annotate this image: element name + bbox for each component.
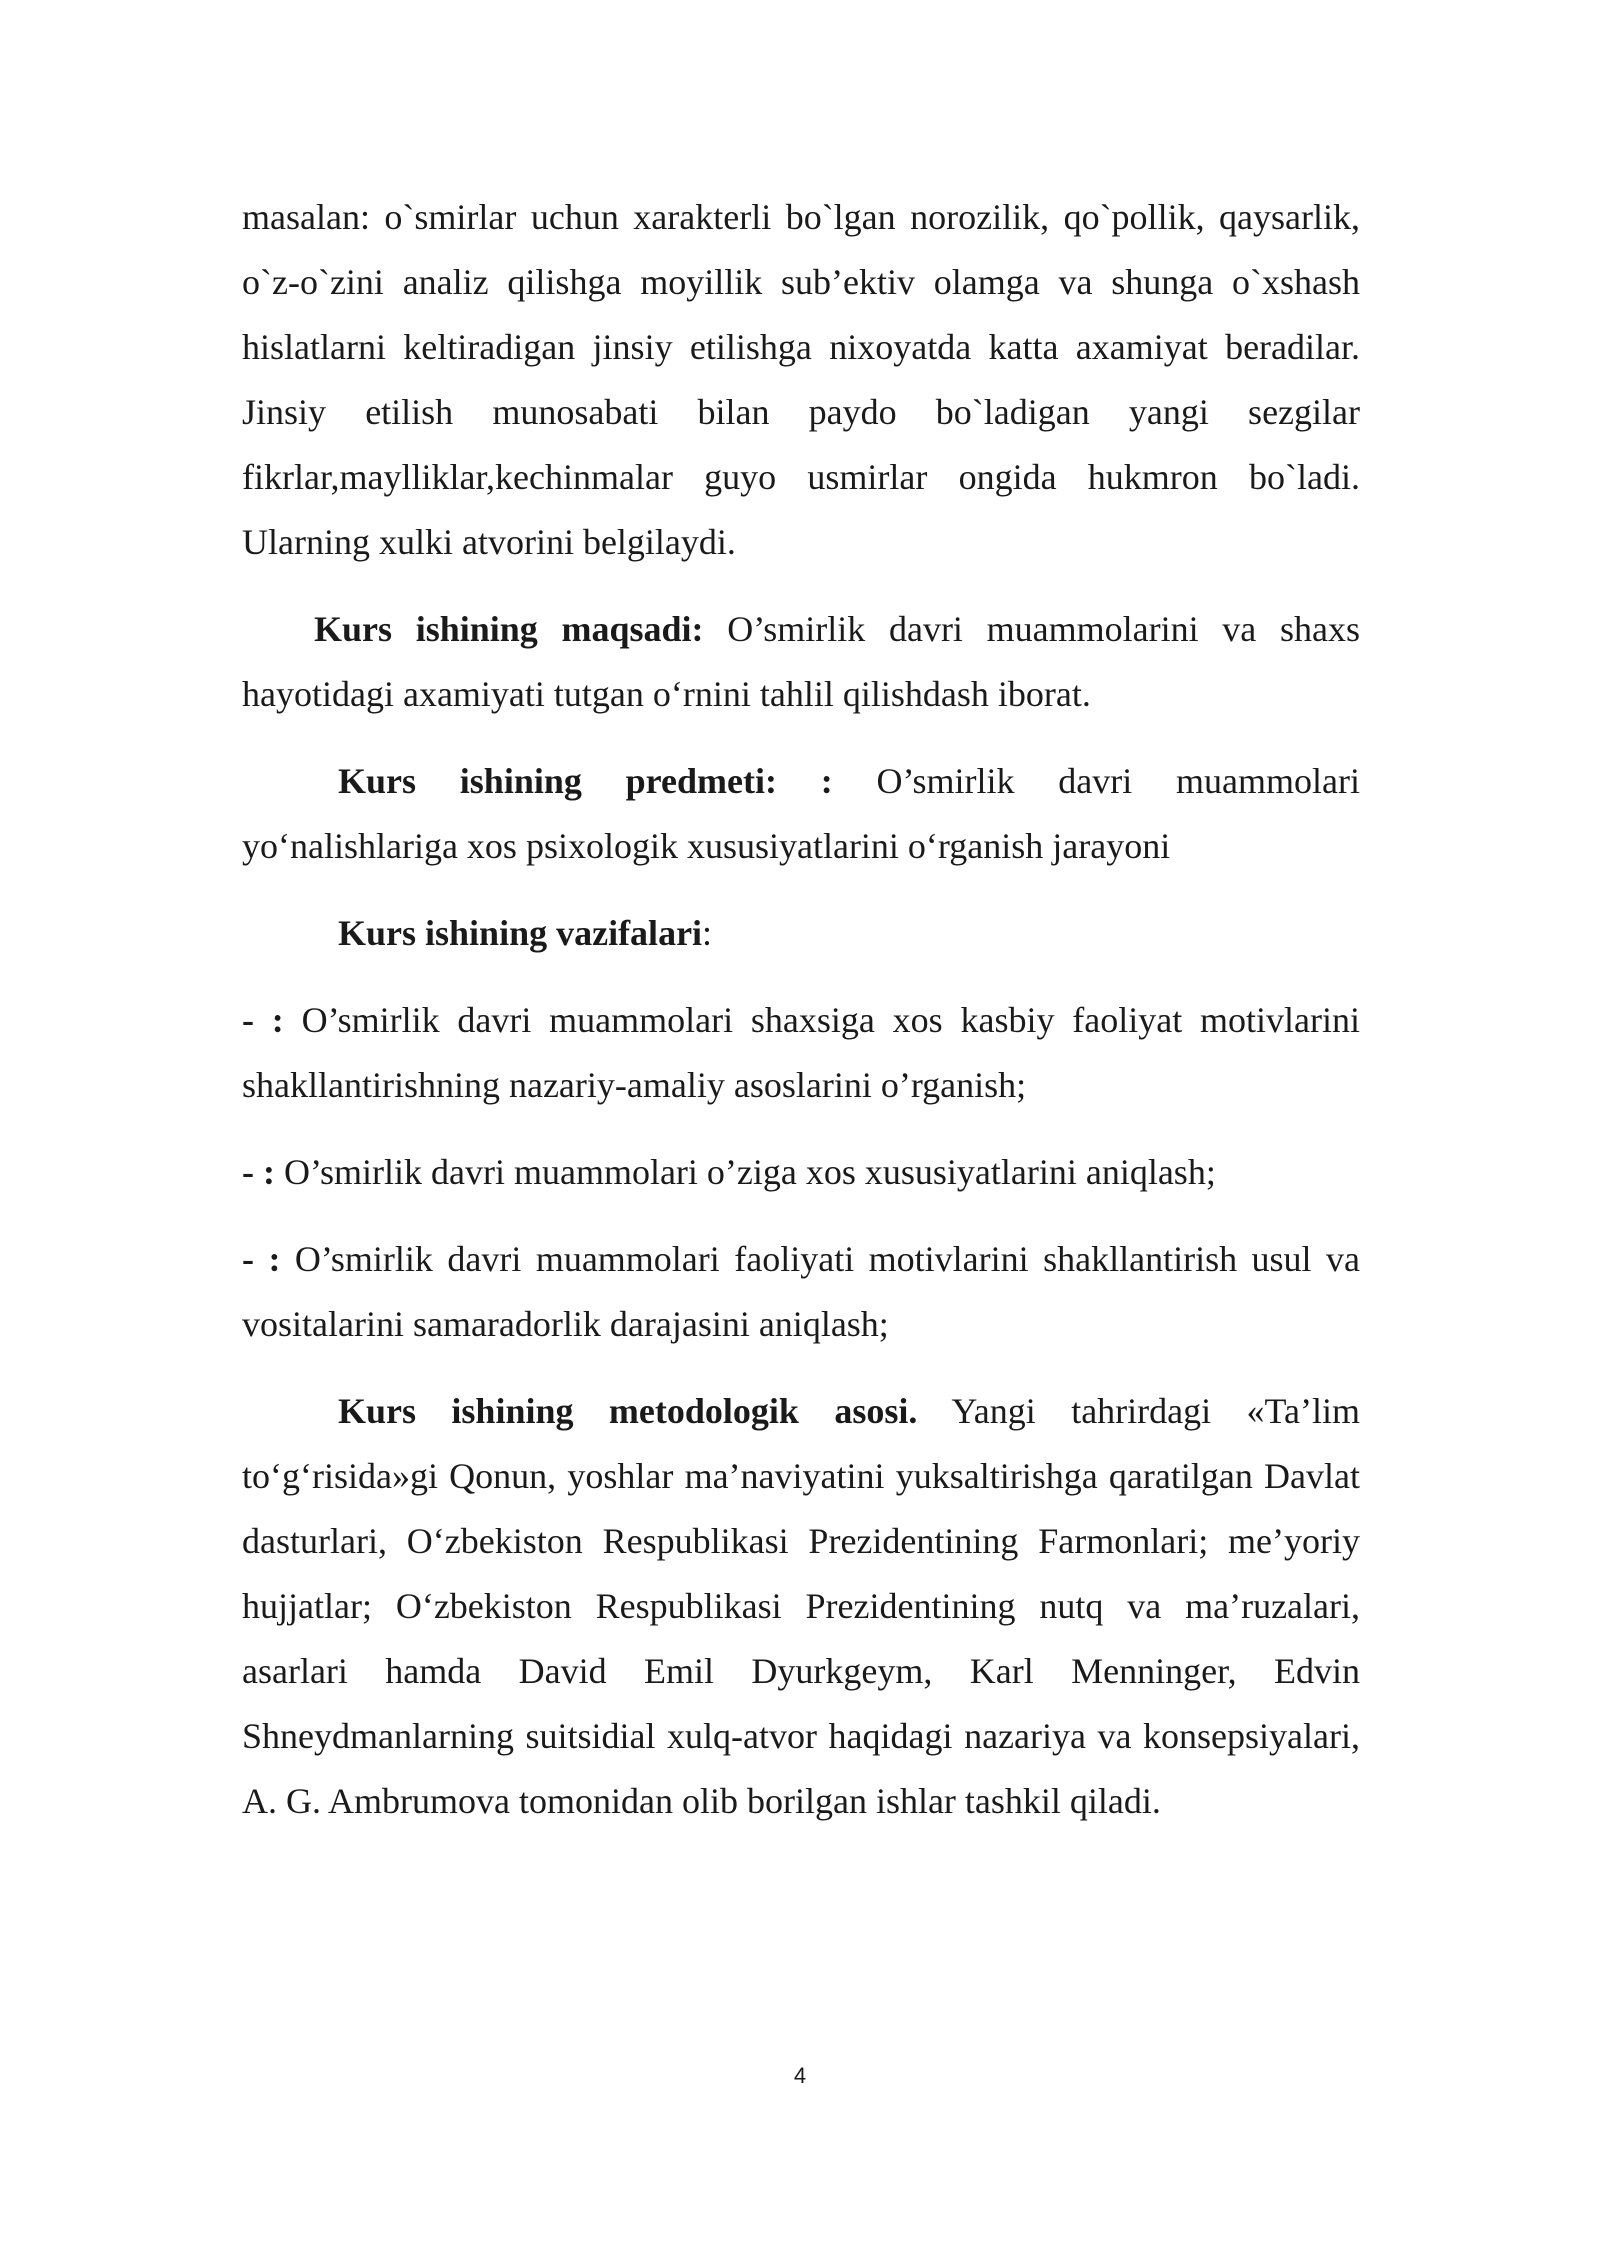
task-item-1 — [242, 988, 1360, 1118]
subject-label: Kurs ishining predmeti: : — [338, 761, 833, 801]
aim-label: Kurs ishining maqsadi: — [314, 609, 704, 649]
task-item-3-text: O’smirlik davri muammolari faoliyati motivlarini shakllantirish usul va vositalarini samaradorlik darajasini aniqlash; — [242, 1239, 1361, 1344]
aim-text: O’smirlik davri muammolarini va shaxs hayotidagi axamiyati tutgan o‘rnini tahlil qilishdash iborat. — [242, 609, 1360, 714]
tasks-colon: : — [702, 913, 713, 953]
aim-paragraph — [242, 597, 1360, 727]
intro-paragraph — [242, 185, 1360, 575]
methodology-paragraph — [242, 1379, 1360, 1834]
methodology-text: Yangi tahrirdagi «Ta’lim to‘g‘risida»gi Qonun, yoshlar ma’naviyatini yuksaltirishga qaratilgan Davlat dasturlari, O‘zbekiston Respublikasi Prezidentining Farmonlari; me’yoriy hujjatlar; O‘zbekiston Respublikasi Prezidentining nutq va ma’ruzalari, asarlari hamda David Emil Dyurkgeym, Karl Menninger, Edvin Shneydmanlarning suitsidial xulq-atvor haqidagi nazariya va konsepsiyalari, A. G. Ambrumova tomonidan olib borilgan ishlar tashkil qiladi. — [242, 1391, 1360, 1821]
page-number: 4 — [793, 2063, 807, 2088]
subject-paragraph — [242, 749, 1360, 879]
tasks-label: Kurs ishining vazifalari — [338, 913, 703, 953]
task-item-2-marker: - : — [242, 1152, 275, 1192]
task-item-1-marker: - : — [242, 1000, 284, 1040]
task-item-2-text: O’smirlik davri muammolari o’ziga xos xususiyatlarini aniqlash; — [274, 1152, 1216, 1192]
methodology-label: Kurs ishining metodologik asosi. — [338, 1391, 918, 1431]
intro-text: masalan: o`smirlar uchun xarakterli bo`lgan norozilik, qo`pollik, qaysarlik, o`z-o`zini analiz qilishga moyillik sub’ektiv olamga va shunga o`xshash hislatlarni keltiradigan jinsiy etilishga nixoyatda katta axamiyat beradilar. Jinsiy etilish munosabati bilan paydo bo`ladigan yangi sezgilar fikrlar,maylliklar,kechinmalar guyo usmirlar ongida hukmron bo`ladi. Ularning xulki atvorini belgilaydi. — [242, 197, 1360, 562]
task-item-1-text: O’smirlik davri muammolari shaxsiga xos kasbiy faoliyat motivlarini shakllantirishning nazariy-amaliy asoslarini o’rganish; — [242, 1000, 1360, 1105]
document-body — [242, 185, 1360, 1834]
task-item-3-marker: - : — [242, 1239, 281, 1279]
subject-text: O’smirlik davri muammolari yo‘nalishlariga xos psixologik xususiyatlarini o‘rganish jarayoni — [242, 761, 1360, 866]
task-item-3 — [242, 1227, 1360, 1357]
tasks-heading — [242, 901, 1360, 966]
task-item-2 — [242, 1140, 1360, 1205]
